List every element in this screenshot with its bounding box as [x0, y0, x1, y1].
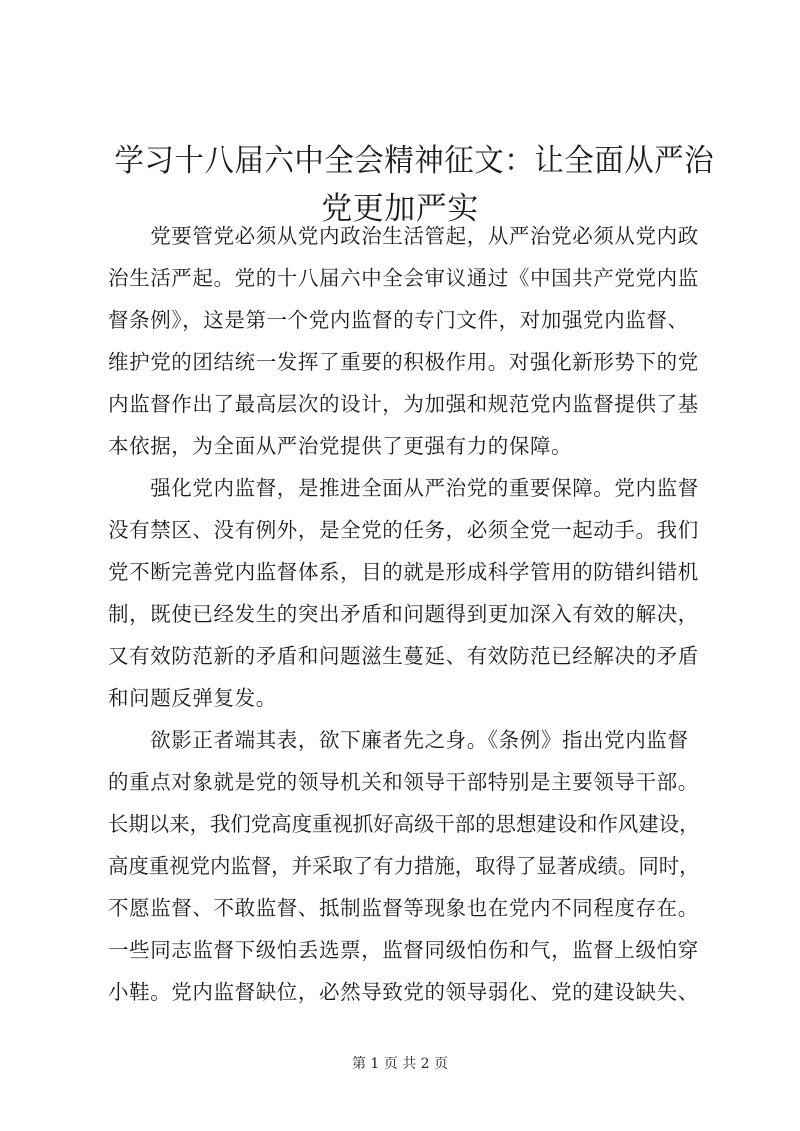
- body-line-15: 长期以来，我们党高度重视抓好高级干部的思想建设和作风建设，: [108, 812, 700, 836]
- body-line-19: 小鞋。党内监督缺位，必然导致党的领导弱化、党的建设缺失、: [108, 980, 699, 1004]
- body-line-1: 党要管党必须从党内政治生活管起，从严治党必须从党内政: [108, 224, 699, 248]
- body-line-6: 本依据，为全面从严治党提供了更强有力的保障。: [108, 434, 573, 458]
- body-line-3: 督条例》，这是第一个党内监督的专门文件，对加强党内监督、: [108, 308, 689, 332]
- title-line-2: 党更加严实: [321, 191, 479, 227]
- body-line-2: 治生活严起。党的十八届六中全会审议通过《中国共产党党内监: [108, 266, 699, 290]
- body-line-5: 内监督作出了最高层次的设计，为加强和规范党内监督提供了基: [108, 392, 699, 416]
- body-line-13: 欲影正者端其表，欲下廉者先之身。《条例》指出党内监督: [108, 728, 689, 752]
- body-line-17: 不愿监督、不敢监督、抵制监督等现象也在党内不同程度存在。: [108, 896, 699, 920]
- body-line-4: 维护党的团结统一发挥了重要的积极作用。对强化新形势下的党: [108, 350, 699, 374]
- body-line-9: 党不断完善党内监督体系，目的就是形成科学管用的防错纠错机: [108, 560, 699, 584]
- body-line-18: 一些同志监督下级怕丢选票，监督同级怕伤和气，监督上级怕穿: [108, 938, 699, 962]
- body-line-14: 的重点对象就是党的领导机关和领导干部特别是主要领导干部。: [108, 770, 699, 794]
- document-title: [100, 137, 715, 233]
- body-line-10: 制，既使已经发生的突出矛盾和问题得到更加深入有效的解决，: [108, 602, 699, 626]
- body-line-16: 高度重视党内监督，并采取了有力措施，取得了显著成绩。同时，: [108, 854, 700, 878]
- body-line-7: 强化党内监督，是推进全面从严治党的重要保障。党内监督: [108, 476, 699, 500]
- page-footer: 第 1 页 共 2 页: [351, 1056, 449, 1072]
- body-line-12: 和问题反弹复发。: [108, 686, 277, 710]
- body-line-8: 没有禁区、没有例外，是全党的任务，必须全党一起动手。我们: [108, 518, 699, 542]
- title-line-1: 学习十八届六中全会精神征文：让全面从严治: [114, 143, 715, 179]
- body-line-11: 又有效防范新的矛盾和问题滋生蔓延、有效防范已经解决的矛盾: [108, 644, 699, 668]
